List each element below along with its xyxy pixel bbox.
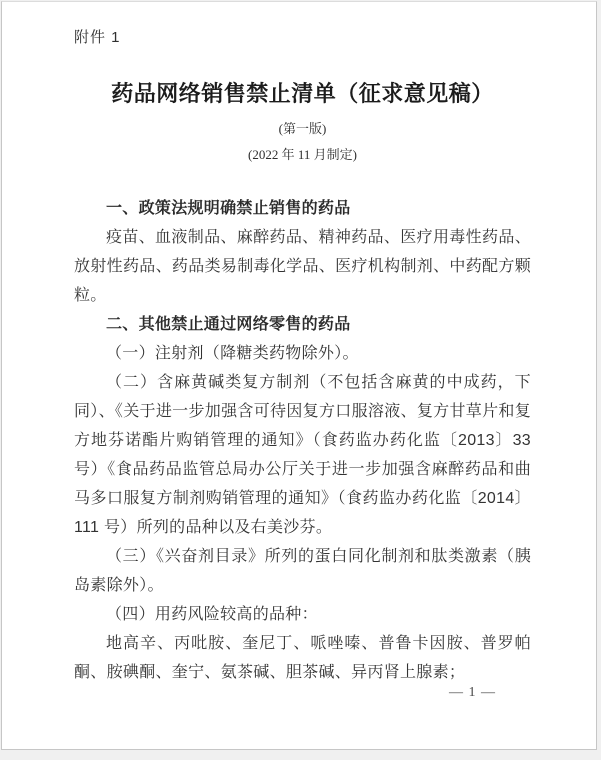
document-title: 药品网络销售禁止清单（征求意见稿） xyxy=(111,81,494,106)
edition-subtitle: (第一版) xyxy=(278,121,327,136)
section-2-item-2-paragraph: （二）含麻黄碱类复方制剂（不包括含麻黄的中成药，下同）、《关于进一步加强含可待因复方口服溶液、复方甘草片和复方地芬诺酯片购销管理的通知》（食药监办药化监〔2013〕33 号）《食品药品监管总局办公厅关于进一步加强含麻醉药品和曲马多口服复方制剂购销管理的通知》（食药监办药化监〔2014〕111 号）所列的品种以及右美沙芬。 xyxy=(74,374,531,536)
attachment-label: 附件 1 xyxy=(74,29,121,46)
page-content xyxy=(2,2,596,749)
document-page xyxy=(1,1,597,750)
section-1-body-paragraph: 疫苗、血液制品、麻醉药品、精神药品、医疗用毒性药品、放射性药品、药品类易制毒化学品、医疗机构制剂、中药配方颗粒。 xyxy=(74,229,531,304)
section-2-item-3-paragraph: （三）《兴奋剂目录》所列的蛋白同化制剂和肽类激素（胰岛素除外）。 xyxy=(74,548,531,594)
page-outer-margin xyxy=(0,751,601,760)
section-2-heading: 二、其他禁止通过网络零售的药品 xyxy=(106,316,351,333)
date-subtitle: (2022 年 11 月制定) xyxy=(248,147,357,162)
drug-list-paragraph: 地高辛、丙吡胺、奎尼丁、哌唑嗪、普鲁卡因胺、普罗帕酮、胺碘酮、奎宁、氨茶碱、胆茶碱、异丙肾上腺素； xyxy=(74,635,531,681)
section-2-item-4-paragraph: （四）用药风险较高的品种： xyxy=(106,606,318,623)
page-number: — 1 — xyxy=(449,685,496,700)
section-2-item-1-paragraph: （一）注射剂（降糖类药物除外）。 xyxy=(106,345,359,362)
document-body xyxy=(74,194,531,687)
section-1-heading: 一、政策法规明确禁止销售的药品 xyxy=(106,200,351,217)
